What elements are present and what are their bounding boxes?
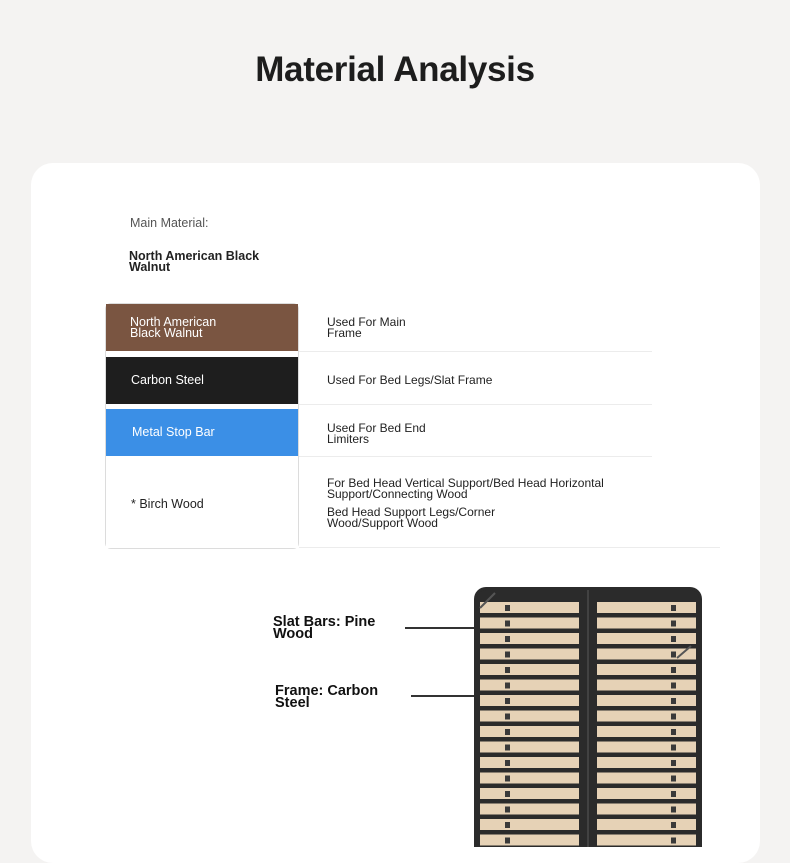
frame-leader-line (411, 695, 479, 697)
material-usage-carbon-steel: Used For Bed Legs/Slat Frame (327, 373, 493, 387)
slat-bar (480, 711, 579, 722)
slat-bar (480, 757, 579, 768)
material-name-birch-wood: * Birch Wood (131, 496, 204, 511)
slat-bar (597, 835, 696, 846)
slat-bar (480, 633, 579, 644)
slat-bracket (505, 838, 510, 844)
row-divider (299, 456, 652, 457)
slat-bar (480, 680, 579, 691)
slat-bar (480, 664, 579, 675)
slat-bar (480, 726, 579, 737)
slat-bar (597, 618, 696, 629)
slat-bar (597, 602, 696, 613)
row-divider (299, 404, 652, 405)
slat-bracket (671, 667, 676, 673)
slat-bracket (505, 822, 510, 828)
swatch-metal-stop-bar (106, 409, 298, 456)
slat-bracket (671, 822, 676, 828)
slat-bar (597, 773, 696, 784)
swatch-carbon-steel (106, 357, 298, 404)
slat-bracket (671, 714, 676, 720)
slat-bracket (505, 729, 510, 735)
slat-bar (597, 633, 696, 644)
slat-bar (480, 773, 579, 784)
frame-label: Frame: Carbon Steel (275, 683, 379, 711)
slat-bar (597, 711, 696, 722)
material-usage-birch-wood: For Bed Head Vertical Support/Bed Head Horizontal Support/Connecting Wood (327, 476, 604, 501)
page-title: Material Analysis (255, 50, 535, 89)
slat-bar (597, 757, 696, 768)
material-usage-walnut: Used For Main Frame (327, 315, 406, 340)
slat-bracket (505, 760, 510, 766)
slat-bracket (671, 652, 676, 658)
material-name-carbon-steel: Carbon Steel (131, 373, 204, 387)
slat-bracket (505, 714, 510, 720)
slat-bracket (505, 807, 510, 813)
row-divider (299, 351, 652, 352)
slat-bracket (671, 683, 676, 689)
slat-bar (480, 695, 579, 706)
slat-bracket (505, 745, 510, 751)
slat-bar (480, 835, 579, 846)
slat-bracket (671, 745, 676, 751)
material-usage-birch-wood-2: Bed Head Support Legs/Corner Wood/Support Wood (327, 505, 496, 530)
slat-bar (597, 664, 696, 675)
slat-frame-illustration (477, 590, 699, 847)
slat-bracket (505, 667, 510, 673)
slat-bar (480, 602, 579, 613)
slat-bracket (671, 807, 676, 813)
bed-frame-diagram (474, 587, 702, 847)
material-usage-metal-stop-bar: Used For Bed End Limiters (327, 421, 426, 446)
row-divider (299, 547, 720, 548)
slat-bar (480, 649, 579, 660)
slat-bar (480, 742, 579, 753)
slat-bracket (505, 776, 510, 782)
slat-bar (597, 726, 696, 737)
material-name-walnut: North American Black Walnut (130, 314, 217, 340)
slat-bar (597, 804, 696, 815)
slat-bars-label: Slat Bars: Pine Wood (273, 614, 376, 642)
slat-bar (480, 618, 579, 629)
slat-bracket (671, 698, 676, 704)
slat-bar (597, 788, 696, 799)
slat-bar (480, 788, 579, 799)
slat-bracket (671, 636, 676, 642)
swatch-birch-wood (106, 460, 298, 548)
slat-bracket (671, 791, 676, 797)
swatch-walnut (106, 304, 298, 351)
slat-bar (597, 695, 696, 706)
slat-bracket (671, 621, 676, 627)
main-material-label: Main Material: (130, 216, 209, 230)
slat-bracket (671, 605, 676, 611)
slat-bracket (505, 698, 510, 704)
slat-bar (597, 680, 696, 691)
slat-bracket (505, 636, 510, 642)
slat-bracket (505, 605, 510, 611)
slat-bracket (671, 729, 676, 735)
slat-bar (480, 804, 579, 815)
slat-bracket (505, 683, 510, 689)
slat-bracket (671, 838, 676, 844)
main-material-value: North American Black Walnut (129, 249, 260, 274)
slat-bracket (671, 776, 676, 782)
material-name-metal-stop-bar: Metal Stop Bar (132, 425, 215, 439)
slat-bracket (505, 652, 510, 658)
slat-bar (597, 742, 696, 753)
slat-bracket (671, 760, 676, 766)
slat-bracket (505, 791, 510, 797)
slat-bracket (505, 621, 510, 627)
